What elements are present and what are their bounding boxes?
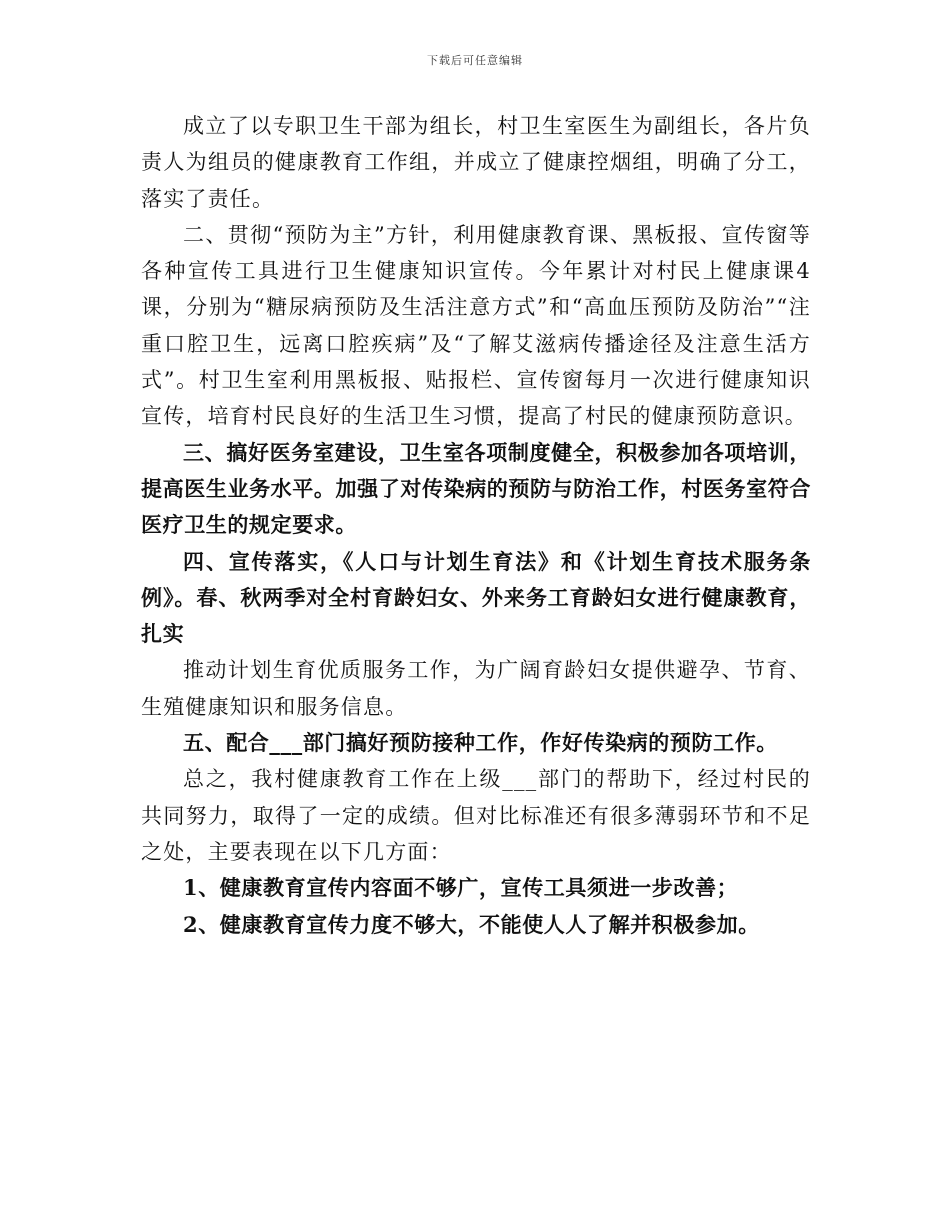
page-header: 下载后可任意编辑 xyxy=(427,54,523,67)
paragraph-point-1: 1、健康教育宣传内容面不够广，宣传工具须进一步改善； xyxy=(183,875,739,901)
paragraph-section-4: 四、宣传落实，《人口与计划生育法》和《计划生育技术服务条例》。春、秋两季对全村育龄妇女、外来务工育龄妇女进行健康教育，扎实 xyxy=(141,548,811,647)
document-body xyxy=(141,108,811,943)
paragraph-summary: 总之，我村健康教育工作在上级___部门的帮助下，经过村民的共同努力，取得了一定的成绩。但对比标准还有很多薄弱环节和不足之处，主要表现在以下几方面： xyxy=(141,767,811,864)
paragraph-section-5: 五、配合___部门搞好预防接种工作，作好传染病的预防工作。 xyxy=(183,730,778,756)
paragraph-point-2: 2、健康教育宣传力度不够大，不能使人人了解并积极参加。 xyxy=(183,911,760,937)
paragraph-organization: 成立了以专职卫生干部为组长，村卫生室医生为副组长，各片负责人为组员的健康教育工作组，并成立了健康控烟组，明确了分工，落实了责任。 xyxy=(141,114,811,211)
paragraph-section-3: 三、搞好医务室建设，卫生室各项制度健全，积极参加各项培训，提高医生业务水平。加强了对传染病的预防与防治工作，村医务室符合医疗卫生的规定要求。 xyxy=(141,439,811,538)
paragraph-section-4-continued: 推动计划生育优质服务工作，为广阔育龄妇女提供避孕、节育、生殖健康知识和服务信息。 xyxy=(141,658,811,719)
paragraph-section-2: 二、贯彻“预防为主”方针，利用健康教育课、黑板报、宣传窗等各种宣传工具进行卫生健康知识宣传。今年累计对村民上健康课4课，分别为“糖尿病预防及生活注意方式”和“高血压预防及防治”“注重口腔卫生，远离口腔疾病”及“了解艾滋病传播途径及注意生活方式”。村卫生室利用黑板报、贴报栏、宣传窗每月一次进行健康知识宣传，培育村民良好的生活卫生习惯，提高了村民的健康预防意识。 xyxy=(141,222,811,429)
